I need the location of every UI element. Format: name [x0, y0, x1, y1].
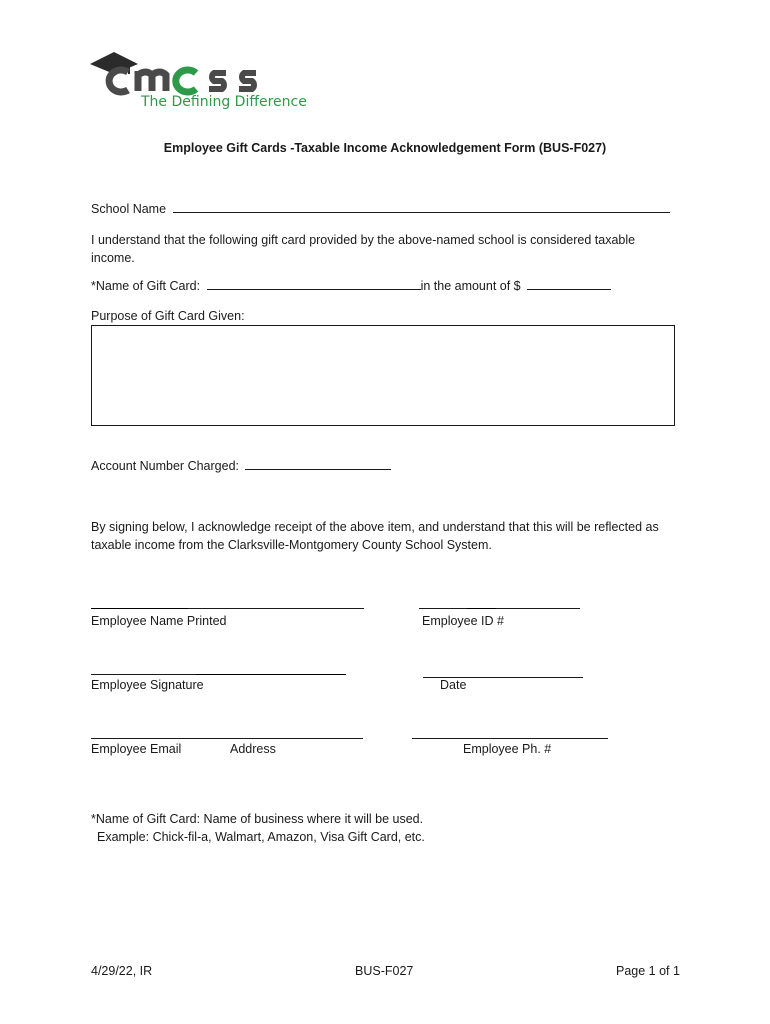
school-name-label: School Name: [91, 202, 167, 216]
name-printed-line-a[interactable]: [91, 608, 188, 609]
purpose-label: Purpose of Gift Card Given:: [91, 309, 245, 323]
employee-id-line-b[interactable]: [467, 608, 496, 609]
school-name-line[interactable]: [173, 202, 670, 213]
account-number-line[interactable]: [245, 459, 391, 470]
signature-line-a[interactable]: [91, 674, 196, 675]
gift-card-row: [91, 279, 611, 293]
footnote: [91, 810, 425, 846]
account-row: [91, 459, 391, 473]
footnote-line-1: *Name of Gift Card: Name of business where it will be used.: [91, 812, 424, 826]
logo-tagline: The Defining Difference: [141, 94, 307, 110]
cmcss-logo: [90, 44, 310, 116]
acknowledge-line-2: taxable income from the Clarksville-Montgomery County School System.: [91, 538, 492, 552]
understand-line-1: I understand that the following gift card provided by the above-named school is considered taxable: [91, 233, 636, 247]
employee-name-printed-label: Employee Name Printed: [91, 614, 227, 628]
account-number-label: Account Number Charged:: [91, 459, 239, 473]
footer-date: 4/29/22, IR: [91, 964, 153, 978]
understand-line-2: income.: [91, 251, 135, 265]
understand-paragraph: [91, 231, 635, 267]
employee-signature-label: Employee Signature: [91, 678, 204, 692]
footer-form-code: BUS-F027: [355, 964, 414, 978]
school-name-row: [91, 202, 670, 216]
acknowledge-paragraph: [91, 518, 659, 554]
gift-card-name-line[interactable]: [207, 279, 421, 290]
gift-card-name-label: *Name of Gift Card:: [91, 279, 201, 293]
amount-line[interactable]: [527, 279, 611, 290]
phone-line[interactable]: [412, 738, 608, 739]
employee-id-label: Employee ID #: [422, 614, 504, 628]
amount-label: in the amount of $: [420, 279, 521, 293]
acknowledge-line-1: By signing below, I acknowledge receipt of the above item, and understand that this will be reflected as: [91, 520, 659, 534]
footnote-line-2: Example: Chick-fil-a, Walmart, Amazon, Visa Gift Card, etc.: [97, 830, 425, 844]
employee-id-line-c[interactable]: [496, 608, 580, 609]
name-printed-line-b[interactable]: [188, 608, 364, 609]
footer-page-number: Page 1 of 1: [616, 964, 680, 978]
date-label: Date: [440, 678, 467, 692]
email-address-line[interactable]: [91, 738, 363, 739]
purpose-textbox[interactable]: [91, 325, 675, 426]
cmcss-wordmark-graphic: [90, 44, 290, 96]
employee-email-label: Employee Email: [91, 742, 182, 756]
employee-id-line-a[interactable]: [419, 608, 467, 609]
signature-line-b[interactable]: [196, 674, 346, 675]
employee-phone-label: Employee Ph. #: [463, 742, 552, 756]
address-label: Address: [230, 742, 276, 756]
form-title: Employee Gift Cards -Taxable Income Acknowledgement Form (BUS-F027): [163, 141, 607, 155]
